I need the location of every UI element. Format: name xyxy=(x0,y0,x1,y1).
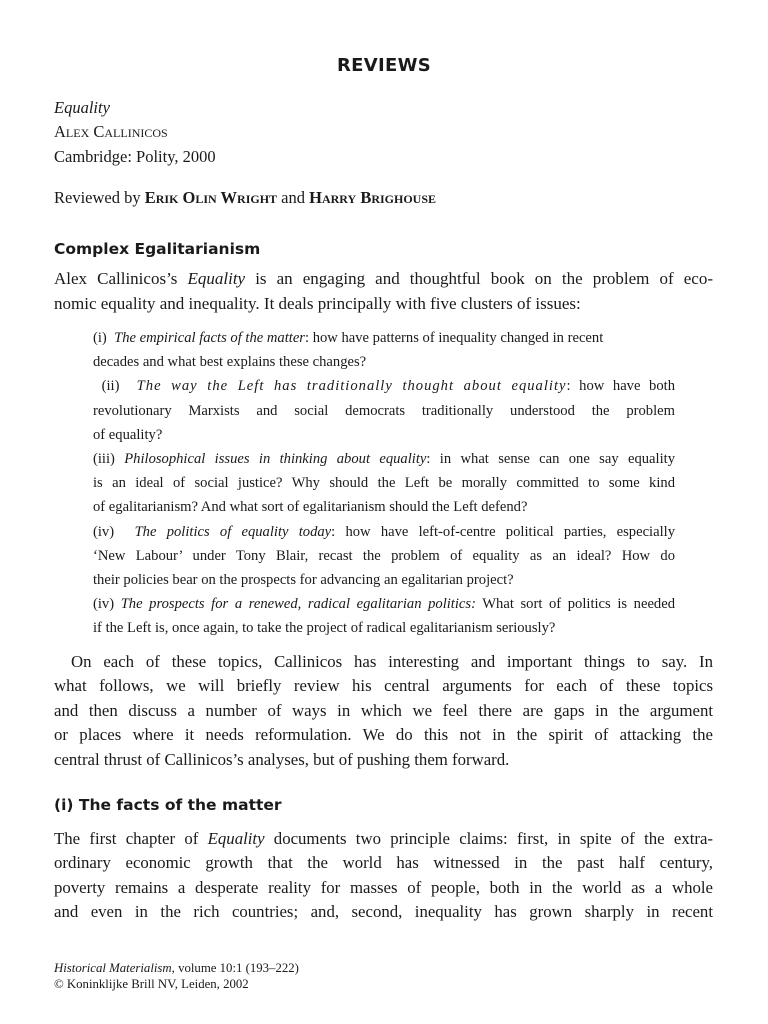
intro-paragraph xyxy=(54,267,713,316)
text-line: what follows, we will briefly review his central arguments for each of these topics xyxy=(54,676,713,696)
facts-paragraph xyxy=(54,827,713,925)
text-line: central thrust of Callinicos’s analyses, but of pushing them forward. xyxy=(54,749,510,769)
book-title: Equality xyxy=(54,98,110,117)
list-item: (iv) The prospects for a renewed, radical egalitarian politics: What sort of politics is needed xyxy=(93,596,675,613)
reviewer-conjunction: and xyxy=(281,188,305,207)
text-line: nomic equality and inequality. It deals principally with five clusters of issues: xyxy=(54,293,581,313)
list-item-continuation: of egalitarianism? And what sort of egalitarianism should the Left defend? xyxy=(93,499,528,516)
book-publisher: Cambridge: Polity, 2000 xyxy=(54,147,216,166)
list-item-continuation: revolutionary Marxists and social democrats traditionally understood the problem xyxy=(93,402,675,419)
text-line: or places where it needs reformulation. We do this not in the spirit of attacking the xyxy=(54,725,713,745)
list-item-continuation: ‘New Labour’ under Tony Blair, recast the problem of equality as an ideal? How do xyxy=(93,547,675,564)
text-line: poverty remains a desperate reality for masses of people, both in the world as a whole xyxy=(54,877,713,897)
copyright-notice: © Koninklijke Brill NV, Leiden, 2002 xyxy=(54,977,249,991)
text-line: and then discuss a number of ways in which we feel there are gaps in the argument xyxy=(54,700,713,720)
text-line: Alex Callinicos’s Equality is an engaging and thoughtful book on the problem of eco- xyxy=(54,269,713,288)
reviewed-by-line xyxy=(54,188,436,208)
section-heading: Complex Egalitarianism xyxy=(54,240,261,258)
follow-up-paragraph xyxy=(54,650,713,772)
reviewer-name: Erik Olin Wright xyxy=(144,188,278,207)
list-item: (iii) Philosophical issues in thinking about equality: in what sense can one say equality xyxy=(93,450,675,467)
text-line: ordinary economic growth that the world has witnessed in the past half century, xyxy=(54,853,713,873)
list-item-continuation: of equality? xyxy=(93,426,163,443)
section-heading: (i) The facts of the matter xyxy=(54,796,282,814)
text-line: The first chapter of Equality documents two principle claims: first, in spite of the extra- xyxy=(54,829,713,848)
list-item-continuation: if the Left is, once again, to take the project of radical egalitarianism seriously? xyxy=(93,620,556,637)
reviewed-by-label: Reviewed by xyxy=(54,188,141,207)
list-item-continuation: decades and what best explains these changes? xyxy=(93,354,367,371)
journal-citation: Historical Materialism, volume 10:1 (193–222) xyxy=(54,961,299,975)
issues-list xyxy=(93,326,675,640)
list-item: (ii) The way the Left has traditionally thought about equality: how have both xyxy=(101,378,675,395)
book-author: Alex Callinicos xyxy=(54,122,168,141)
text-line: On each of these topics, Callinicos has interesting and important things to say. In xyxy=(71,652,713,671)
list-item-continuation: is an ideal of social justice? Why should the Left be morally committed to some kind xyxy=(93,475,675,492)
section-title: REVIEWS xyxy=(337,55,431,76)
list-item-continuation: their policies bear on the prospects for advancing an egalitarian project? xyxy=(93,571,514,588)
reviewer-name: Harry Brighouse xyxy=(309,188,437,207)
text-line: and even in the rich countries; and, second, inequality has grown sharply in recent xyxy=(54,902,713,922)
list-item: (iv) The politics of equality today: how have left-of-centre political parties, especially xyxy=(93,523,675,540)
list-item: (i) The empirical facts of the matter: how have patterns of inequality changed in recent xyxy=(93,330,604,346)
